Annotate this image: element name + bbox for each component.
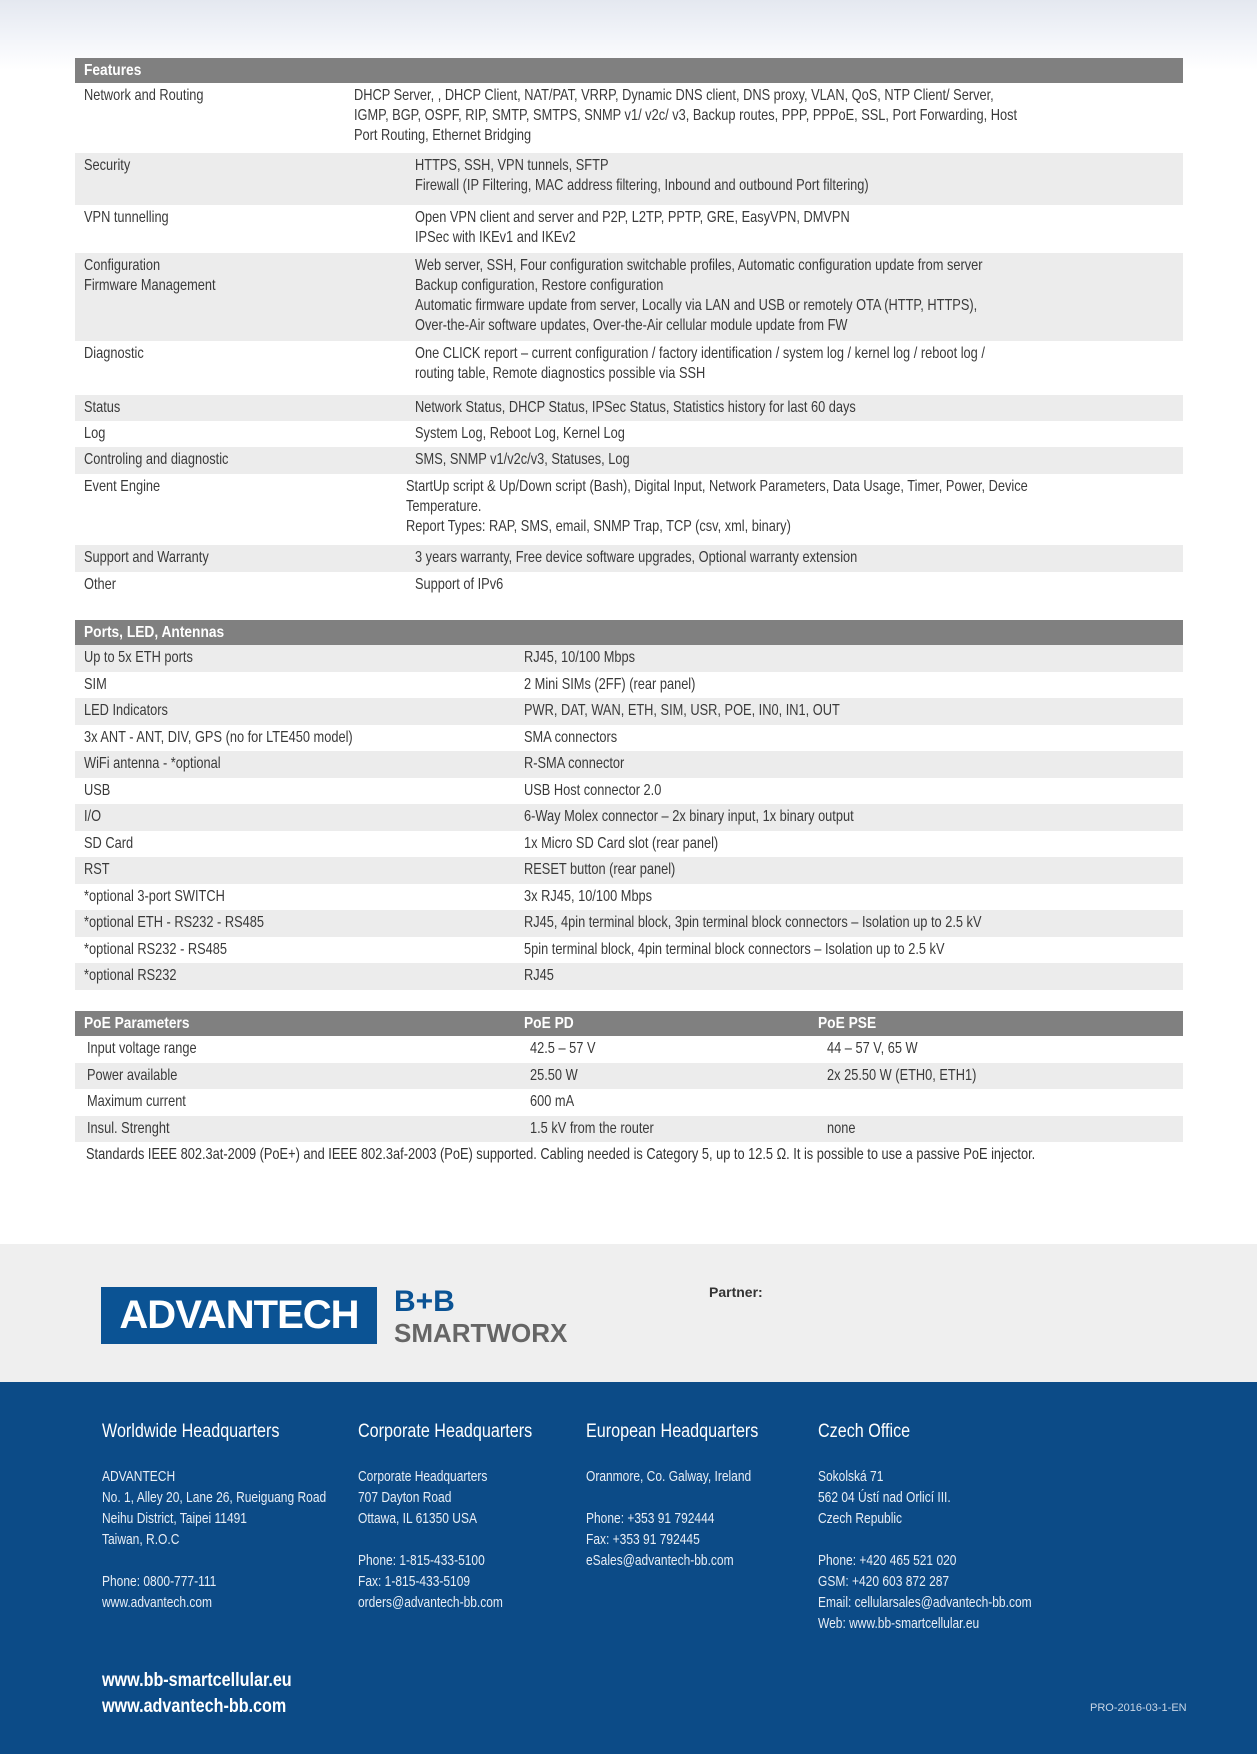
row-value-cell — [406, 572, 1183, 599]
row-label: Event Engine — [84, 478, 161, 495]
row-value-cell — [515, 963, 1183, 990]
row-value-cell — [406, 205, 1183, 253]
ports-title: Ports, LED, Antennas — [84, 624, 225, 641]
office-line: Oranmore, Co. Galway, Ireland — [586, 1468, 752, 1485]
row-value: StartUp script & Up/Down script (Bash), Digital Input, Network Parameters, Data Usage, Timer, Power, Device — [405, 478, 1028, 495]
poe-cell — [815, 1036, 1183, 1063]
row-label: Controling and diagnostic — [84, 451, 229, 468]
bb-logo: B+B — [394, 1285, 455, 1318]
poe-cell — [75, 1089, 518, 1116]
office-line: Phone: +353 91 792444 — [586, 1510, 715, 1527]
row-value: SMS, SNMP v1/v2c/v3, Statuses, Log — [415, 451, 630, 468]
table-row — [75, 831, 1183, 858]
row-label-cell — [75, 545, 406, 572]
office-contact-link[interactable]: eSales@advantech-bb.com — [586, 1552, 734, 1569]
footer-url-link[interactable]: www.bb-smartcellular.eu — [102, 1670, 292, 1691]
poe-cell — [518, 1036, 815, 1063]
row-value-cell — [406, 253, 1183, 341]
table-row — [75, 253, 1183, 341]
office-title — [102, 1420, 382, 1444]
footer-contacts — [0, 1382, 1257, 1754]
row-label: Log — [84, 425, 106, 442]
features-title: Features — [84, 62, 142, 79]
table-row — [75, 1063, 1183, 1090]
poe-standards-note — [86, 1146, 1257, 1164]
office-title-text: Worldwide Headquarters — [102, 1421, 280, 1442]
ports-table — [75, 620, 1183, 990]
row-value-cell — [515, 698, 1183, 725]
row-value: Automatic firmware update from server, Locally via LAN and USB or remotely OTA (HTTP, HTTPS), — [415, 297, 978, 314]
office-line — [586, 1487, 751, 1508]
row-label-cell — [75, 645, 515, 672]
row-label: *optional 3-port SWITCH — [84, 887, 225, 905]
table-row — [75, 751, 1183, 778]
poe-table — [75, 1011, 1183, 1142]
row-value: Open VPN client and server and P2P, L2TP, PPTP, GRE, EasyVPN, DMVPN — [415, 209, 850, 226]
poe-header-label: PoE PD — [524, 1015, 574, 1032]
row-label-cell — [75, 395, 406, 421]
row-value: 2 Mini SIMs (2FF) (rear panel) — [524, 675, 696, 693]
office-line: Neihu District, Taipei 11491 — [102, 1510, 247, 1527]
row-value: 1x Micro SD Card slot (rear panel) — [524, 834, 719, 852]
office-title-text: Corporate Headquarters — [358, 1421, 533, 1442]
row-label: WiFi antenna - *optional — [84, 755, 221, 772]
table-row — [75, 83, 1183, 153]
row-value-cell — [515, 831, 1183, 858]
row-value: Support of IPv6 — [415, 576, 504, 593]
poe-standards-text: Standards IEEE 802.3at-2009 (PoE+) and IEEE 802.3af-2003 (PoE) supported. Cabling needed is Category 5, up to 12.5 Ω. It is possible to use a passive PoE injector. — [86, 1146, 1036, 1163]
office-line: Taiwan, R.O.C — [102, 1531, 180, 1548]
features-table — [75, 58, 1183, 599]
row-value: Backup configuration, Restore configuration — [415, 277, 664, 294]
row-label-cell — [75, 572, 406, 599]
table-row — [75, 963, 1183, 990]
poe-cell — [815, 1116, 1183, 1143]
row-value-cell — [515, 937, 1183, 964]
row-label: Other — [84, 576, 117, 593]
office-line: 707 Dayton Road — [358, 1489, 452, 1506]
table-row — [75, 1036, 1183, 1063]
table-row — [75, 341, 1183, 395]
row-label: RST — [84, 861, 110, 878]
footer-urls — [102, 1668, 325, 1720]
office-contact-link[interactable]: Web: www.bb-smartcellular.eu — [818, 1615, 980, 1632]
office-line: Ottawa, IL 61350 USA — [358, 1510, 477, 1527]
office-line — [818, 1529, 1032, 1550]
table-row — [75, 395, 1183, 421]
row-label: *optional RS232 — [84, 967, 177, 984]
document-code: PRO-2016-03-1-EN — [1090, 1702, 1187, 1714]
row-label-cell — [75, 672, 515, 699]
office-line: No. 1, Alley 20, Lane 26, Rueiguang Road — [102, 1489, 327, 1506]
row-value: Temperature. — [405, 498, 482, 515]
row-label-cell — [75, 884, 515, 911]
poe-value: 42.5 – 57 V — [530, 1040, 596, 1057]
row-value: routing table, Remote diagnostics possible via SSH — [415, 365, 706, 382]
row-label-cell — [75, 857, 515, 884]
poe-cell — [75, 1036, 518, 1063]
poe-value: Maximum current — [87, 1093, 186, 1110]
row-label-cell — [75, 804, 515, 831]
row-label-cell — [75, 341, 406, 395]
poe-header-label: PoE Parameters — [84, 1015, 190, 1032]
poe-value: 44 – 57 V, 65 W — [827, 1040, 918, 1057]
office-line: 562 04 Ústí nad Orlicí III. — [818, 1489, 951, 1506]
poe-header — [75, 1011, 1183, 1036]
row-value: PWR, DAT, WAN, ETH, SIM, USR, POE, IN0, IN1, OUT — [524, 702, 840, 719]
office-line: GSM: +420 603 872 287 — [818, 1573, 950, 1590]
features-header — [75, 58, 1183, 83]
row-label: SD Card — [84, 834, 134, 852]
row-label-cell — [75, 83, 345, 153]
poe-value: none — [827, 1119, 856, 1137]
row-value-cell — [515, 857, 1183, 884]
table-row — [75, 645, 1183, 672]
poe-value: 2x 25.50 W (ETH0, ETH1) — [827, 1066, 977, 1084]
advantech-logo-text: ADVANTECH — [119, 1293, 359, 1337]
row-value: 3 years warranty, Free device software upgrades, Optional warranty extension — [415, 549, 858, 566]
row-value-cell — [406, 341, 1183, 395]
table-row — [75, 205, 1183, 253]
row-label: *optional RS232 - RS485 — [84, 940, 228, 958]
row-value: DHCP Server, , DHCP Client, NAT/PAT, VRRP, Dynamic DNS client, DNS proxy, VLAN, QoS, NTP Client/ Server, — [354, 87, 994, 104]
office-column — [818, 1420, 1085, 1634]
poe-value: 1.5 kV from the router — [530, 1119, 654, 1137]
row-value: RJ45, 10/100 Mbps — [524, 649, 635, 666]
poe-cell — [815, 1089, 1183, 1116]
row-value-cell — [515, 672, 1183, 699]
row-label: LED Indicators — [84, 702, 168, 719]
office-column — [102, 1420, 382, 1613]
row-value-cell — [515, 725, 1183, 752]
table-row — [75, 1089, 1183, 1116]
row-value-cell — [406, 421, 1183, 447]
poe-value: Input voltage range — [87, 1040, 197, 1057]
row-label-cell — [75, 421, 406, 447]
row-value-cell — [406, 395, 1183, 421]
row-label: USB — [84, 781, 111, 799]
row-label-cell — [75, 910, 515, 937]
row-value: Web server, SSH, Four configuration switchable profiles, Automatic configuration update from server — [415, 257, 983, 274]
row-value: USB Host connector 2.0 — [524, 781, 662, 799]
row-label: SIM — [84, 675, 107, 693]
table-row — [75, 910, 1183, 937]
row-value: 6-Way Molex connector – 2x binary input, 1x binary output — [524, 808, 854, 825]
row-label-cell — [75, 447, 406, 474]
row-value: One CLICK report – current configuration / factory identification / system log / kernel log / reboot log / — [415, 345, 985, 362]
office-title-text: European Headquarters — [586, 1421, 759, 1442]
poe-value: 600 mA — [530, 1093, 575, 1110]
poe-cell — [815, 1063, 1183, 1090]
table-row — [75, 937, 1183, 964]
row-value: RJ45 — [524, 967, 554, 984]
table-row — [75, 447, 1183, 474]
row-label-cell — [75, 963, 515, 990]
row-label-cell — [75, 205, 406, 253]
office-contact-link[interactable]: orders@advantech-bb.com — [358, 1594, 503, 1611]
poe-header-param — [75, 1011, 515, 1036]
row-value-cell — [515, 884, 1183, 911]
row-value: HTTPS, SSH, VPN tunnels, SFTP — [415, 157, 609, 174]
footer-url-link[interactable]: www.advantech-bb.com — [102, 1696, 287, 1717]
row-label: 3x ANT - ANT, DIV, GPS (no for LTE450 model) — [84, 728, 353, 746]
row-value: IPSec with IKEv1 and IKEv2 — [415, 229, 576, 246]
table-row — [75, 857, 1183, 884]
poe-cell — [75, 1116, 518, 1143]
row-label: Support and Warranty — [84, 549, 209, 566]
office-line — [102, 1550, 326, 1571]
office-contact-link[interactable]: www.advantech.com — [102, 1594, 213, 1611]
row-value: Firewall (IP Filtering, MAC address filtering, Inbound and outbound Port filtering) — [415, 177, 869, 194]
row-label-cell — [75, 831, 515, 858]
row-value-cell — [515, 751, 1183, 778]
row-value: SMA connectors — [524, 728, 618, 746]
row-value: R-SMA connector — [524, 755, 625, 772]
office-line: Phone: 0800-777-111 — [102, 1573, 217, 1590]
poe-value: Insul. Strenght — [87, 1119, 170, 1137]
row-label: Network and Routing — [84, 87, 204, 104]
row-value: Over-the-Air software updates, Over-the-Air cellular module update from FW — [415, 317, 848, 334]
row-value-cell — [515, 910, 1183, 937]
poe-cell — [75, 1063, 518, 1090]
poe-cell — [518, 1063, 815, 1090]
office-line: Fax: 1-815-433-5109 — [358, 1573, 471, 1590]
row-label-cell — [75, 253, 406, 341]
poe-value: 25.50 W — [530, 1066, 578, 1084]
table-row — [75, 672, 1183, 699]
row-label-cell — [75, 751, 515, 778]
row-label: *optional ETH - RS232 - RS485 — [84, 914, 264, 931]
table-row — [75, 572, 1183, 599]
row-label: I/O — [84, 808, 102, 825]
row-label: VPN tunnelling — [84, 209, 169, 226]
row-value-cell — [515, 804, 1183, 831]
poe-cell — [518, 1116, 815, 1143]
office-column — [586, 1420, 792, 1571]
table-row — [75, 474, 1183, 545]
row-value: System Log, Reboot Log, Kernel Log — [415, 425, 625, 442]
office-line: Fax: +353 91 792445 — [586, 1531, 700, 1548]
table-row — [75, 421, 1183, 447]
office-line — [358, 1529, 522, 1550]
row-label-cell — [75, 474, 397, 545]
row-value: Port Routing, Ethernet Bridging — [354, 127, 532, 144]
office-line: Phone: 1-815-433-5100 — [358, 1552, 485, 1569]
table-row — [75, 884, 1183, 911]
advantech-logo — [101, 1287, 377, 1344]
poe-header-label: PoE PSE — [818, 1015, 877, 1032]
office-line: ADVANTECH — [102, 1468, 176, 1485]
row-label-cell — [75, 153, 406, 205]
table-row — [75, 153, 1183, 205]
row-label-cell — [75, 937, 515, 964]
row-value: RESET button (rear panel) — [524, 861, 676, 878]
row-value: RJ45, 4pin terminal block, 3pin terminal block connectors – Isolation up to 2.5 kV — [524, 914, 982, 931]
table-row — [75, 545, 1183, 572]
table-row — [75, 804, 1183, 831]
row-value-cell — [406, 545, 1183, 572]
row-label: Up to 5x ETH ports — [84, 649, 193, 666]
row-label: Diagnostic — [84, 345, 144, 362]
partner-label: Partner: — [709, 1284, 763, 1300]
office-column — [358, 1420, 563, 1613]
office-title — [586, 1420, 792, 1444]
row-value: IGMP, BGP, OSPF, RIP, SMTP, SMTPS, SNMP v1/ v2c/ v3, Backup routes, PPP, PPPoE, SSL, Port Forwarding, Host — [354, 107, 1018, 124]
office-contact-link[interactable]: Email: cellularsales@advantech-bb.com — [818, 1594, 1032, 1611]
row-value-cell — [406, 447, 1183, 474]
row-label: Configuration — [84, 257, 161, 274]
row-value: 5pin terminal block, 4pin terminal block connectors – Isolation up to 2.5 kV — [524, 940, 945, 958]
row-label: Security — [84, 157, 131, 174]
table-row — [75, 1116, 1183, 1143]
row-value: Report Types: RAP, SMS, email, SNMP Trap, TCP (csv, xml, binary) — [405, 518, 791, 535]
office-title-text: Czech Office — [818, 1421, 911, 1442]
office-title — [818, 1420, 1085, 1444]
row-label: Status — [84, 399, 121, 416]
row-value-cell — [515, 645, 1183, 672]
row-value-cell — [397, 474, 1183, 545]
poe-cell — [518, 1089, 815, 1116]
office-title — [358, 1420, 563, 1444]
office-line: Czech Republic — [818, 1510, 903, 1527]
poe-header-pse — [809, 1011, 1183, 1036]
office-line: Sokolská 71 — [818, 1468, 884, 1485]
poe-header-pd — [515, 1011, 809, 1036]
table-row — [75, 778, 1183, 805]
ports-header — [75, 620, 1183, 645]
row-label: Firmware Management — [84, 277, 216, 294]
row-value-cell — [406, 153, 1183, 205]
office-line: Corporate Headquarters — [358, 1468, 488, 1485]
row-label-cell — [75, 778, 515, 805]
row-value: Network Status, DHCP Status, IPSec Status, Statistics history for last 60 days — [415, 399, 856, 416]
table-row — [75, 698, 1183, 725]
row-label-cell — [75, 698, 515, 725]
poe-value: Power available — [87, 1066, 178, 1084]
smartworx-logo: SMARTWORX — [394, 1318, 568, 1348]
office-line: Phone: +420 465 521 020 — [818, 1552, 957, 1569]
row-value: 3x RJ45, 10/100 Mbps — [524, 887, 653, 905]
table-row — [75, 725, 1183, 752]
row-value-cell — [515, 778, 1183, 805]
row-label-cell — [75, 725, 515, 752]
row-value-cell — [345, 83, 1183, 153]
